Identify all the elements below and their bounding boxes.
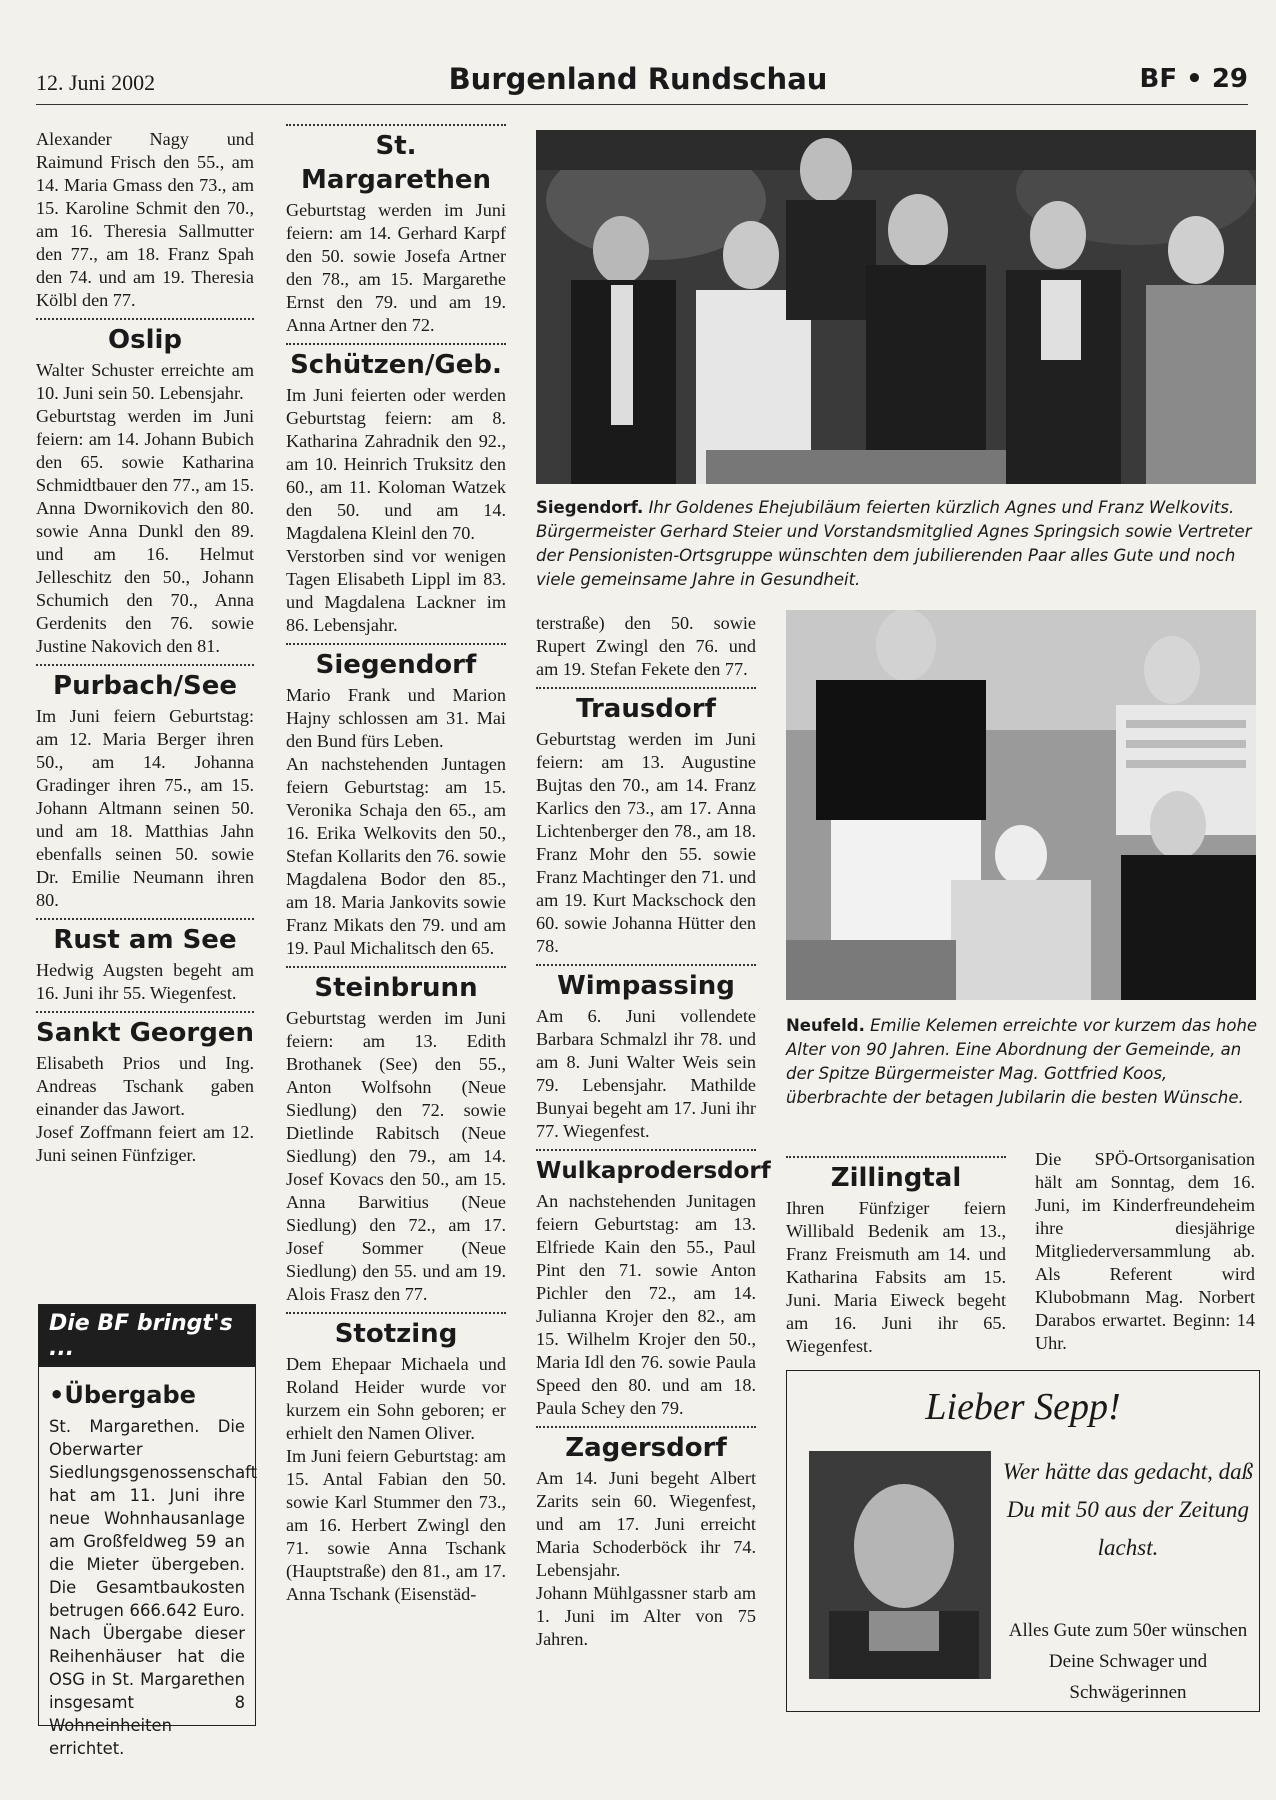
schuetzen-text-1: Im Juni feierten oder werden Geburtstag feiern: am 8. Katharina Zahradnik den 92., am 10. Heinrich Truksitz den 60., am 11. Koloman Watzek den 50. und am 14. Magdalena Kleinl den 70. (286, 385, 506, 543)
group-photo-illustration (536, 130, 1256, 484)
stotzing-text-2: Im Juni feiern Geburtstag: am 15. Antal Fabian den 50. sowie Karl Stummer den 73., am 16. Herbert Zwingl den 71. sowie Anna Tschank (Hauptstraße) den 81., am 17. Anna Tschank (Eisenstäd- (286, 1446, 506, 1604)
photo-neufeld (786, 610, 1256, 1000)
column-4-left (786, 1150, 1006, 1358)
purbach-text: Im Juni feiern Geburtstag: am 12. Maria Berger ihren 50., am 14. Johanna Gradinger ihren 75., am 15. Johann Altmann seinen 50. und am 18. Matthias Jahn ebenfalls seinen 50. sowie Dr. Emilie Neumann ihren 80. (36, 706, 254, 910)
divider (536, 687, 756, 689)
divider (36, 1011, 254, 1013)
photo-caption-siegendorf (536, 496, 1258, 592)
heading-wimpassing: Wimpassing (557, 971, 735, 1001)
siegendorf-text-1: Mario Frank und Marion Hajny schlossen am 31. Mai den Bund fürs Leben. (286, 685, 506, 751)
page-number: BF • 29 (1139, 64, 1248, 94)
ad-wishes: Alles Gute zum 50er wünschen Deine Schwager und Schwägerinnen (1008, 1620, 1248, 1703)
ad-portrait-photo (809, 1451, 991, 1679)
oslip-text-2: Geburtstag werden im Juni feiern: am 14. Johann Bubich den 65. sowie Katharina Schmidtbauer den 77., am 15. Anna Dwornikovich den 80. sowie Anna Dunkl den 89. und am 16. Helmut Jelleschitz den 50., Johann Schumich den 70., Anna Gerdenits den 76. sowie Justine Nakovich den 81. (36, 406, 254, 656)
heading-rust: Rust am See (53, 925, 237, 955)
wimpassing-text: Am 6. Juni vollendete Barbara Schmalzl ihr 78. und am 8. Juni Walter Weis sein 79. Lebensjahr. Mathilde Bunyai begeht am 17. Juni ihr 77. Wiegenfest. (536, 1006, 756, 1141)
divider (536, 1426, 756, 1428)
divider (36, 318, 254, 320)
article-intro: Alexander Nagy und Raimund Frisch den 55., am 14. Maria Gmass den 73., am 15. Karoline Schmit den 70., am 16. Theresia Sallmutter den 77., am 18. Franz Spah den 74. und am 19. Theresia Kölbl den 77. (36, 129, 254, 310)
neufeld-photo-illustration (786, 610, 1256, 1000)
issue-date: 12. Juni 2002 (36, 70, 156, 95)
stotzing-text-1: Dem Ehepaar Michaela und Roland Heider wurde vor kurzem ein Sohn geboren; er erhielt den Namen Oliver. (286, 1354, 506, 1443)
column-1 (36, 128, 254, 1167)
caption-place: Siegendorf. (536, 498, 644, 517)
heading-zagersdorf: Zagersdorf (565, 1433, 727, 1463)
wulka-text: An nachstehenden Junitagen feiern Geburtstag: am 13. Elfriede Kain den 55., Paul Pint den 71. sowie Anton Pichler den 72., am 14. Julianna Krojer den 82., am 15. Wilhelm Krojer den 50., Maria Idl den 76. sowie Paula Speed den 80. und am 18. Paula Schey den 79. (536, 1191, 756, 1418)
info-box-subtitle: •Übergabe (49, 1381, 196, 1409)
oslip-text-1: Walter Schuster erreichte am 10. Juni sein 50. Lebensjahr. (36, 360, 254, 403)
ad-message: Wer hätte das gedacht, daß Du mit 50 aus der Zeitung lachst. (1002, 1459, 1254, 1560)
photo-caption-neufeld (786, 1014, 1258, 1110)
newspaper-title: Burgenland Rundschau (448, 62, 828, 96)
divider (286, 966, 506, 968)
heading-siegendorf: Siegendorf (315, 650, 477, 680)
divider (286, 124, 506, 126)
heading-sankt-georgen: Sankt Georgen (36, 1018, 254, 1048)
divider (536, 1149, 756, 1151)
birthday-ad (786, 1370, 1260, 1712)
heading-steinbrunn: Steinbrunn (314, 973, 478, 1003)
heading-st-margarethen: St. Margarethen (301, 131, 491, 195)
heading-zillingtal: Zillingtal (830, 1163, 962, 1193)
heading-stotzing: Stotzing (334, 1319, 458, 1349)
caption-place: Neufeld. (786, 1016, 865, 1035)
siegendorf-text-2: An nachstehenden Juntagen feiern Geburtstag: am 15. Veronika Schaja den 65., am 16. Erika Welkovits den 50., Stefan Kollarits den 76. sowie Magdalena Bodor den 85., am 18. Maria Jankovits sowie Franz Mikats den 79. und am 19. Paul Michalitsch den 65. (286, 754, 506, 958)
zagersdorf-text-1: Am 14. Juni begeht Albert Zarits sein 60. Wiegenfest, und am 17. Juni erreicht Maria Schoderböck ihr 74. Lebensjahr. (536, 1468, 756, 1580)
steinbrunn-text: Geburtstag werden im Juni feiern: am 13. Edith Brothanek (See) den 55., Anton Wolfsohn (Neue Siedlung) den 72. sowie Dietlinde Rabitsch (Neue Siedlung) den 79., am 14. Josef Kovacs den 50., am 15. Anna Barwitius (Neue Siedlung) den 72., am 17. Josef Sommer (Neue Siedlung) den 55. und am 19. Alois Frasz den 77. (286, 1008, 506, 1304)
trausdorf-text: Geburtstag werden im Juni feiern: am 13. Augustine Bujtas den 70., am 14. Franz Karlics den 73., am 17. Anna Lichtenberger den 78., am 18. Franz Mohr den 55. sowie Franz Machtinger den 71. und am 19. Kurt Mackschock den 60. sowie Johanna Hütter den 78. (536, 729, 756, 956)
divider (286, 1312, 506, 1314)
heading-purbach: Purbach/See (53, 671, 237, 701)
margarethen-text: Geburtstag werden im Juni feiern: am 14. Gerhard Karpf den 50. sowie Josefa Artner den 78., am 15. Margarethe Ernst den 79. und am 19. Anna Artner den 72. (286, 200, 506, 335)
stotzing-continuation: terstraße) den 50. sowie Rupert Zwingl den 76. und am 19. Stefan Fekete den 77. (536, 613, 756, 679)
caption-text: Ihr Goldenes Ehejubiläum feierten kürzlich Agnes und Franz Welkovits. Bürgermeister Gerhard Steier und Vorstandsmitglied Agnes Springsich sowie Vertreter der Pensionisten-Ortsgruppe wünschten dem jubilierenden Paar alles Gute und noch viele gemeinsame Jahre in Gesundheit. (536, 498, 1252, 589)
heading-trausdorf: Trausdorf (576, 694, 716, 724)
divider (286, 343, 506, 345)
info-box-text: St. Margarethen. Die Oberwarter Siedlungsgenossenschaft hat am 11. Juni ihre neue Wohnhausanlage am Großfeldweg 59 an die Mieter übergeben. Die Gesamtbaukosten betrugen 666.642 Euro. Nach Übergabe dieser Reihenhäuser hat die OSG in St. Margarethen insgesamt 8 Wohneinheiten errichtet. (49, 1417, 258, 1758)
georgen-text-1: Elisabeth Prios und Ing. Andreas Tschank gaben einander das Jawort. (36, 1053, 254, 1119)
divider (286, 643, 506, 645)
caption-text: Emilie Kelemen erreichte vor kurzem das hohe Alter von 90 Jahren. Eine Abordnung der Gemeinde, an der Spitze Bürgermeister Mag. Gottfried Koos, überbrachte der betagen Jubilarin die besten Wünsche. (786, 1016, 1258, 1107)
heading-wulkaprodersdorf: Wulkaprodersdorf (536, 1158, 771, 1184)
rust-text: Hedwig Augsten begeht am 16. Juni ihr 55. Wiegenfest. (36, 960, 254, 1003)
divider (536, 964, 756, 966)
info-box-header: Die BF bringt's ... (39, 1305, 255, 1367)
group-photo-siegendorf (536, 130, 1256, 484)
divider (36, 918, 254, 920)
info-box (38, 1304, 258, 1758)
column-3 (536, 612, 771, 1651)
header-rule (36, 104, 1248, 105)
portrait-illustration (809, 1451, 991, 1679)
column-4-right (1035, 1148, 1255, 1355)
column-2 (286, 128, 506, 1606)
georgen-text-2: Josef Zoffmann feiert am 12. Juni seinen Fünfziger. (36, 1122, 254, 1165)
heading-oslip: Oslip (107, 325, 182, 355)
schuetzen-text-2: Verstorben sind vor wenigen Tagen Elisabeth Lippl im 83. und Magdalena Lackner im 86. Lebensjahr. (286, 546, 506, 635)
heading-schuetzen: Schützen/Geb. (290, 350, 502, 380)
divider (36, 664, 254, 666)
divider (786, 1156, 1006, 1158)
zagersdorf-text-2: Johann Mühlgassner starb am 1. Juni im Alter von 75 Jahren. (536, 1583, 756, 1649)
zillingtal-text: Ihren Fünfziger feiern Willibald Bedenik am 13., Franz Freismuth am 14. und Katharina Fabsits am 15. Juni. Maria Eiweck begeht am 16. Juni ihr 65. Wiegenfest. (786, 1198, 1006, 1356)
ad-title: Lieber Sepp! (925, 1386, 1121, 1428)
spoe-text: Die SPÖ-Ortsorganisation hält am Sonntag, dem 16. Juni, im Kinderfreundeheim ihre diesjährige Mitgliederversammlung ab. Als Referent wird Klubobmann Mag. Norbert Darabos erwartet. Beginn: 14 Uhr. (1035, 1149, 1255, 1353)
